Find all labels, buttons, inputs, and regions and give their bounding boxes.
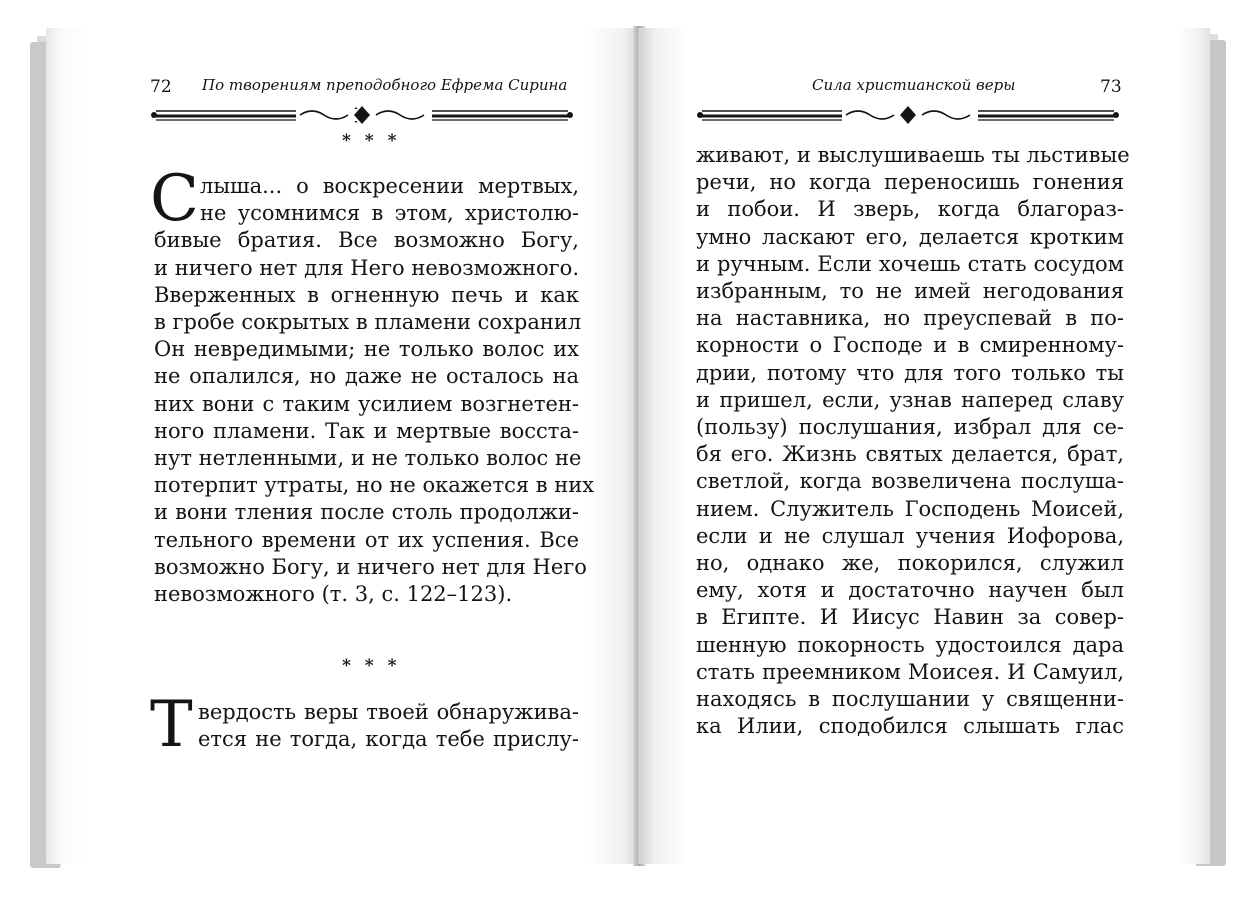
text-line: живают, и выслушиваешь ты льстивые [696,143,1130,167]
text-line: речи, но когда переносишь гонения [696,170,1124,195]
text-line: бивые братия. Все возможно Богу, [154,228,579,253]
text-line: Вверженных в огненную печь и как [154,282,579,307]
text-line: не опалился, но даже не осталось на [154,364,579,389]
text-line: не усомнимся в этом, христолю- [200,201,579,226]
text-line: них вони с таким усилием возгнетен- [154,391,579,416]
text-line: потерпит утраты, но не окажется в них [154,473,595,498]
text-line: умно ласкают его, делается кротким [696,224,1124,249]
left-running-head: По творениям преподобного Ефрема Сирина [202,76,568,94]
section2-body [154,699,579,753]
text-line: ему, хотя и достаточно научен был [696,578,1124,603]
text-line: тельного времени от их успения. Все [154,527,579,552]
text-line: ного пламени. Так и мертвые восста- [154,418,579,443]
section1-body [154,173,595,608]
left-page-number: 72 [150,77,172,97]
text-line: на наставника, но преуспевай в по- [696,306,1124,331]
text-line: в гробе сокрытых в пламени сохранил [154,310,582,335]
text-line: ется не тогда, когда тебе прислу- [198,727,579,752]
text-line: (пользу) послушания, избрал для се- [696,415,1124,440]
right-running-head: Сила христианской веры [812,76,1016,94]
right-page-body [696,142,1130,740]
text-line: светлой, когда возвеличена послуша- [696,469,1124,494]
left-page [46,28,638,864]
right-page-number: 73 [1100,77,1122,97]
ornament-divider-icon [696,105,1120,125]
text-line: если и не слушал учения Иофорова, [696,523,1124,548]
text-line: находясь в послушании у священни- [696,687,1124,712]
text-line: избранным, то не имей негодования [696,279,1124,304]
text-line: и побои. И зверь, когда благораз- [696,197,1124,222]
text-line: лыша... о воскресении мертвых, [200,174,579,198]
text-line: и пришел, если, узнав наперед славу [696,387,1124,412]
text-line: и вони тления после столь продолжи- [154,500,579,525]
text-line: корности о Господе и в смиренному- [696,333,1124,358]
text-line: стать преемником Моисея. И Самуил, [696,659,1124,684]
text-line: Он невредимыми; не только волос их [154,337,579,362]
ornament-divider-icon [150,105,574,125]
section-separator: * * * [342,131,401,151]
text-line: бя его. Жизнь святых делается, брат, [696,442,1124,467]
text-line: нием. Служитель Господень Моисей, [696,496,1124,521]
right-page [638,28,1210,864]
text-line: в Египте. И Иисус Навин за совер- [696,605,1124,630]
text-line: невозможного (т. 3, с. 122–123). [154,582,513,607]
section-separator: * * * [342,656,401,676]
text-line: ка Илии, сподобился слышать глас [696,714,1124,739]
text-line: шенную покорность удостоился дара [696,632,1124,657]
text-line: но, однако же, покорился, служил [696,551,1124,576]
text-line: и ничего нет для Него невозможного. [154,255,579,280]
text-line: вердость веры твоей обнаружива- [198,700,579,724]
drop-cap-letter: С [150,162,199,236]
text-line: и ручным. Если хочешь стать сосудом [696,251,1124,276]
text-line: возможно Богу, и ничего нет для Него [154,554,587,579]
text-line: дрии, потому что для того только ты [696,360,1124,385]
drop-cap-letter: Т [150,688,193,762]
text-line: нут нетленными, и не только волос не [154,446,582,471]
